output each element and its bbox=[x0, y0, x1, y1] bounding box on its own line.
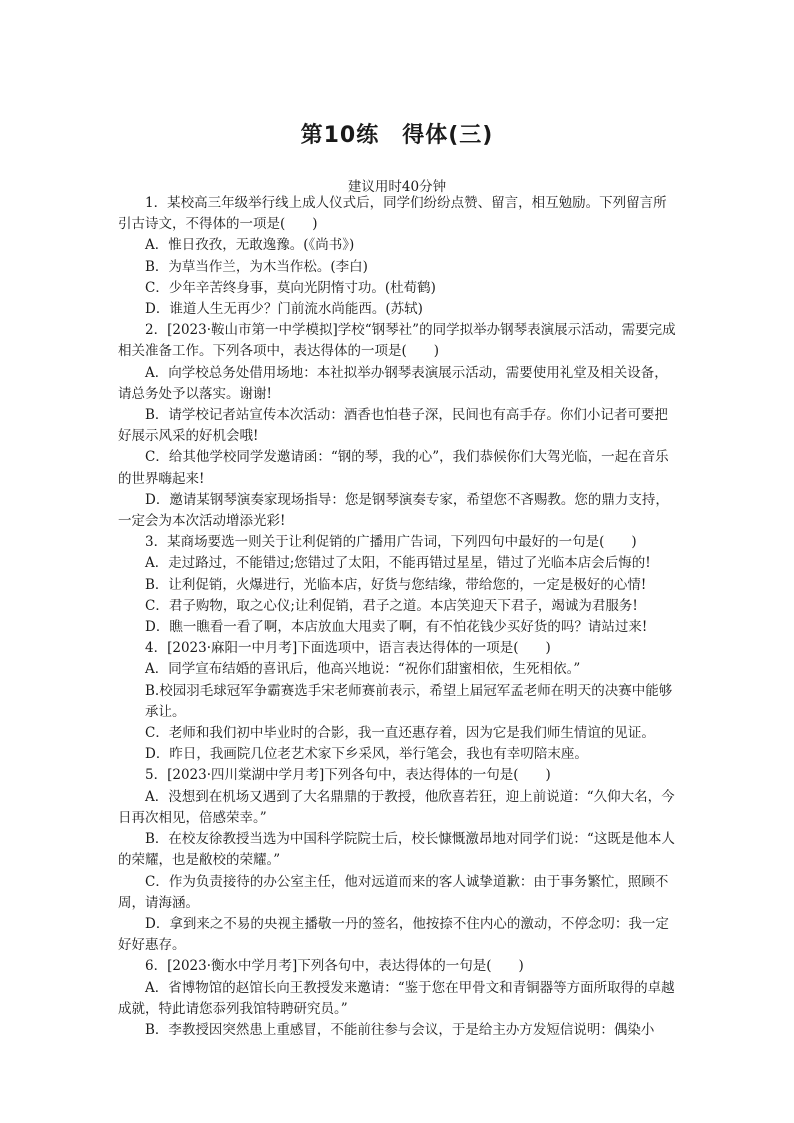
option: D．昨日，我画院几位老艺术家下乡采风，举行笔会，我也有幸叨陪末座。 bbox=[145, 746, 588, 763]
option: D．谁道人生无再少？门前流水尚能西。(苏轼) bbox=[145, 301, 423, 318]
option: A．同学宣布结婚的喜讯后，他高兴地说：“祝你们甜蜜相依，生死相依。” bbox=[145, 661, 581, 678]
question-list bbox=[118, 193, 678, 1041]
option: C．老师和我们初中毕业时的合影，我一直还惠存着，因为它是我们师生情谊的见证。 bbox=[145, 725, 655, 742]
option: B．让利促销，火爆进行，光临本店，好货与您结缘，带给您的，一定是极好的心情! bbox=[145, 576, 647, 593]
question bbox=[118, 320, 678, 532]
question bbox=[118, 193, 678, 320]
question-stem: 5．[2023·四川棠湖中学月考]下列各句中，表达得体的一句是( ) bbox=[145, 767, 551, 784]
option: B．为草当作兰，为木当作松。(李白) bbox=[145, 258, 368, 275]
option: B.校园羽毛球冠军争霸赛选手宋老师赛前表示，希望上届冠军孟老师在明天的决赛中能够承让。 bbox=[145, 682, 673, 720]
question bbox=[118, 765, 678, 956]
question-stem: 2．[2023·鞍山市第一中学模拟]学校“钢琴社”的同学拟举办钢琴表演展示活动，需要完成相关准备工作。下列各项中，表达得体的一项是( ) bbox=[118, 322, 676, 360]
question bbox=[118, 532, 678, 638]
question bbox=[118, 638, 678, 765]
suggested-time: 建议用时40分钟 bbox=[347, 179, 447, 195]
option: C．给其他学校同学发邀请函：“钢的琴，我的心”，我们恭候你们大驾光临，一起在音乐的世界嗨起来! bbox=[118, 449, 669, 487]
option: A．省博物馆的赵馆长向王教授发来邀请：“鉴于您在甲骨文和青铜器等方面所取得的卓越成就，特此请您忝列我馆特聘研究员。” bbox=[118, 979, 675, 1017]
option: B．李教授因突然患上重感冒，不能前往参与会议，于是给主办方发短信说明：偶染小 bbox=[145, 1021, 655, 1038]
question bbox=[118, 956, 678, 1041]
page-title: 第10练 得体(三) bbox=[300, 123, 494, 148]
option: C．少年辛苦终身事，莫向光阴惰寸功。(杜荀鹤) bbox=[145, 279, 436, 296]
question-stem: 4．[2023·麻阳一中月考]下面选项中，语言表达得体的一项是( ) bbox=[145, 640, 551, 657]
option: A．向学校总务处借用场地：本社拟举办钢琴表演展示活动，需要使用礼堂及相关设备，请总务处予以落实。谢谢! bbox=[118, 364, 668, 402]
option: D．瞧一瞧看一看了啊，本店放血大甩卖了啊，有不怕花钱少买好货的吗？请站过来! bbox=[145, 619, 648, 636]
option: A．惟日孜孜，无敢逸豫。(《尚书》) bbox=[145, 237, 355, 254]
question-stem: 6．[2023·衡水中学月考]下列各句中，表达得体的一句是( ) bbox=[145, 958, 524, 975]
question-stem: 3．某商场要选一则关于让利促销的广播用广告词，下列四句中最好的一句是( ) bbox=[145, 534, 637, 551]
option: B．在校友徐教授当选为中国科学院院士后，校长慷慨激昂地对同学们说：“这既是他本人的荣耀，也是敝校的荣耀。” bbox=[118, 831, 675, 869]
option: D．拿到来之不易的央视主播敬一丹的签名，他按捺不住内心的激动，不停念叨：我一定好好惠存。 bbox=[118, 915, 669, 954]
option: D．邀请某钢琴演奏家现场指导：您是钢琴演奏专家，希望您不吝赐教。您的鼎力支持，一定会为本次活动增添光彩! bbox=[118, 491, 669, 530]
option: C．君子购物，取之心仪;让利促销，君子之道。本店笑迎天下君子，竭诚为君服务! bbox=[145, 597, 638, 614]
option: B．请学校记者站宣传本次活动：酒香也怕巷子深，民间也有高手存。你们小记者可要把好展示风采的好机会哦! bbox=[118, 407, 668, 445]
option: C．作为负责接待的办公室主任，他对远道而来的客人诚挚道歉：由于事务繁忙，照顾不周，请海涵。 bbox=[118, 873, 669, 911]
option: A．没想到在机场又遇到了大名鼎鼎的于教授，他欣喜若狂，迎上前说道：“久仰大名，今日再次相见，倍感荣幸。” bbox=[118, 788, 675, 826]
question-stem: 1．某校高三年级举行线上成人仪式后，同学们纷纷点赞、留言，相互勉励。下列留言所引古诗文，不得体的一项是( ) bbox=[118, 195, 667, 233]
option: A．走过路过，不能错过;您错过了太阳，不能再错过星星，错过了光临本店会后悔的! bbox=[145, 555, 651, 572]
